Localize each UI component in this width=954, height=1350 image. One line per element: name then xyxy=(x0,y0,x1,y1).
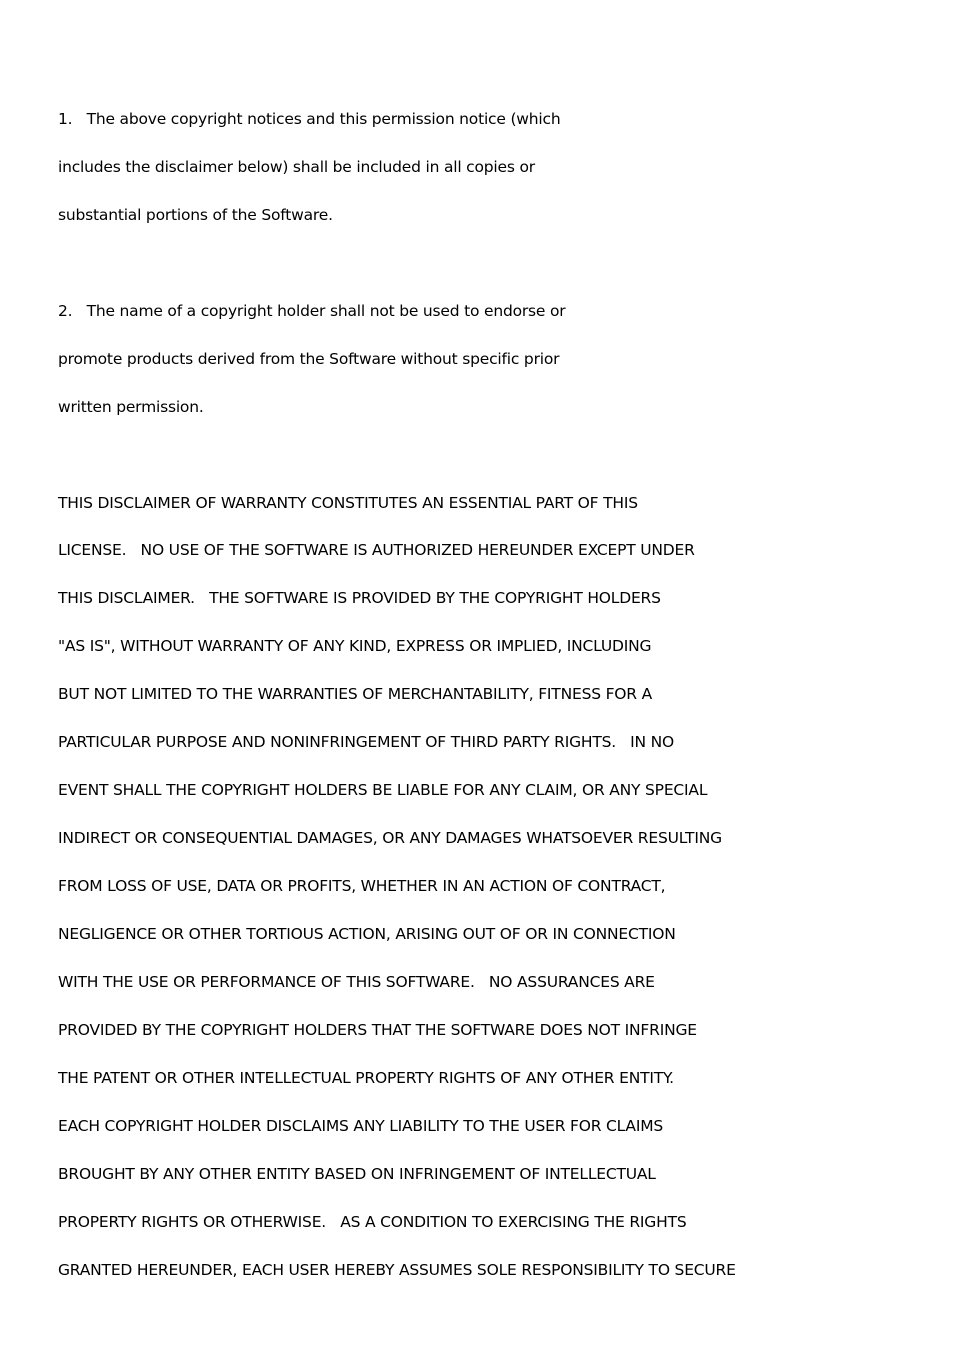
text-line: THIS DISCLAIMER OF WARRANTY CONSTITUTES AN ESSENTIAL PART OF THIS xyxy=(58,493,638,512)
paragraph-condition-1 xyxy=(58,108,938,252)
paragraph-gap xyxy=(58,252,938,300)
paragraph-condition-2 xyxy=(58,300,938,444)
text-line: PARTICULAR PURPOSE AND NONINFRINGEMENT OF THIRD PARTY RIGHTS. IN NO xyxy=(58,733,675,752)
paragraph-gap xyxy=(58,444,938,492)
text-line: 2. The name of a copyright holder shall not be used to endorse or xyxy=(58,301,566,320)
text-line: includes the disclaimer below) shall be included in all copies or xyxy=(58,157,535,176)
text-line: EACH COPYRIGHT HOLDER DISCLAIMS ANY LIABILITY TO THE USER FOR CLAIMS xyxy=(58,1116,664,1135)
text-line: THIS DISCLAIMER. THE SOFTWARE IS PROVIDED BY THE COPYRIGHT HOLDERS xyxy=(58,589,661,608)
document-page xyxy=(58,108,938,1306)
text-line: THE PATENT OR OTHER INTELLECTUAL PROPERTY RIGHTS OF ANY OTHER ENTITY. xyxy=(58,1068,674,1087)
text-line: NEGLIGENCE OR OTHER TORTIOUS ACTION, ARISING OUT OF OR IN CONNECTION xyxy=(58,924,676,943)
text-line: 1. The above copyright notices and this permission notice (which xyxy=(58,110,561,128)
text-line: written permission. xyxy=(58,397,204,416)
text-line: EVENT SHALL THE COPYRIGHT HOLDERS BE LIABLE FOR ANY CLAIM, OR ANY SPECIAL xyxy=(58,781,708,800)
text-line: BROUGHT BY ANY OTHER ENTITY BASED ON INFRINGEMENT OF INTELLECTUAL xyxy=(58,1164,656,1183)
text-line: GRANTED HEREUNDER, EACH USER HEREBY ASSUMES SOLE RESPONSIBILITY TO SECURE xyxy=(58,1260,736,1279)
text-line: promote products derived from the Software without specific prior xyxy=(58,349,560,368)
text-line: PROVIDED BY THE COPYRIGHT HOLDERS THAT THE SOFTWARE DOES NOT INFRINGE xyxy=(58,1020,697,1039)
text-line: substantial portions of the Software. xyxy=(58,205,333,224)
text-line: BUT NOT LIMITED TO THE WARRANTIES OF MERCHANTABILITY, FITNESS FOR A xyxy=(58,685,652,704)
text-line: FROM LOSS OF USE, DATA OR PROFITS, WHETHER IN AN ACTION OF CONTRACT, xyxy=(58,877,666,895)
paragraph-disclaimer xyxy=(58,492,938,1307)
text-line: INDIRECT OR CONSEQUENTIAL DAMAGES, OR ANY DAMAGES WHATSOEVER RESULTING xyxy=(58,829,722,848)
text-line: "AS IS", WITHOUT WARRANTY OF ANY KIND, EXPRESS OR IMPLIED, INCLUDING xyxy=(58,637,652,656)
text-line: PROPERTY RIGHTS OR OTHERWISE. AS A CONDITION TO EXERCISING THE RIGHTS xyxy=(58,1212,687,1231)
text-line: WITH THE USE OR PERFORMANCE OF THIS SOFTWARE. NO ASSURANCES ARE xyxy=(58,972,655,991)
text-line: LICENSE. NO USE OF THE SOFTWARE IS AUTHORIZED HEREUNDER EXCEPT UNDER xyxy=(58,541,695,560)
